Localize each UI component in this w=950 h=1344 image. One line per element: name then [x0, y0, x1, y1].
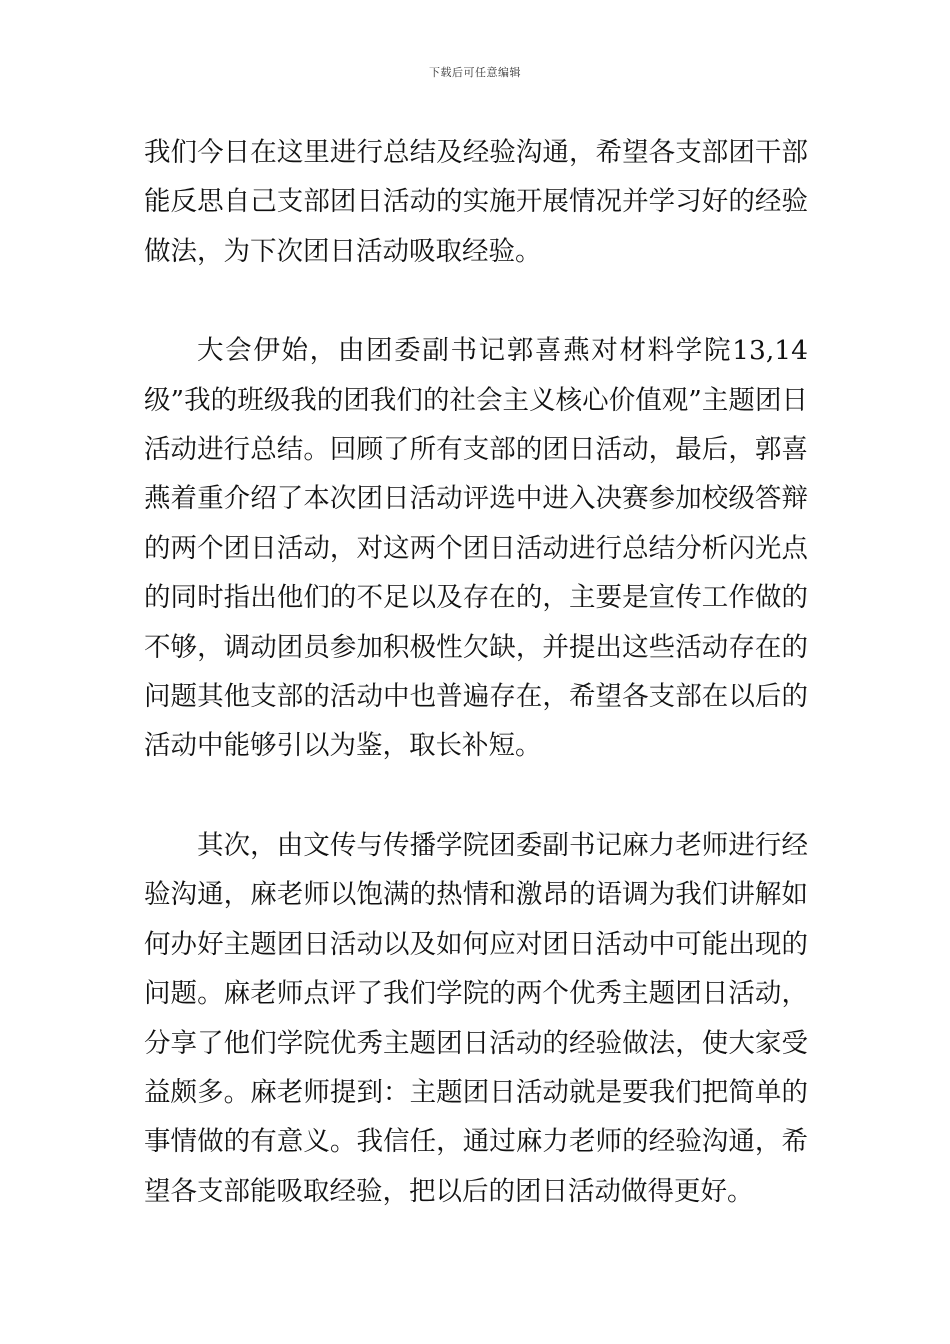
- paragraph-3: 其次，由文传与传播学院团委副书记麻力老师进行经验沟通，麻老师以饱满的热情和激昂的语调为我们讲解如何办好主题团日活动以及如何应对团日活动中可能出现的问题。麻老师点评了我们学院的两个优秀主题团日活动，分享了他们学院优秀主题团日活动的经验做法，使大家受益颇多。麻老师提到：主题团日活动就是要我们把简单的事情做的有意义。我信任，通过麻力老师的经验沟通，希望各支部能吸取经验，把以后的团日活动做得更好。: [144, 829, 808, 1207]
- paragraph-2: 大会伊始，由团委副书记郭喜燕对材料学院13,14级”我的班级我的团我们的社会主义核心价值观”主题团日活动进行总结。回顾了所有支部的团日活动，最后，郭喜燕着重介绍了本次团日活动评选中进入决赛参加校级答辩的两个团日活动，对这两个团日活动进行总结分析闪光点的同时指出他们的不足以及存在的，主要是宣传工作做的不够，调动团员参加积极性欠缺，并提出这些活动存在的问题其他支部的活动中也普遍存在，希望各支部在以后的活动中能够引以为鉴，取长补短。: [144, 335, 808, 762]
- document-body: [144, 128, 808, 1216]
- paragraph-spacer: [144, 276, 808, 326]
- paragraph-spacer: [144, 771, 808, 821]
- paragraph-1: 我们今日在这里进行总结及经验沟通，希望各支部团干部能反思自己支部团日活动的实施开展情况并学习好的经验做法，为下次团日活动吸取经验。: [144, 137, 808, 267]
- page-header: 下载后可任意编辑: [429, 66, 521, 79]
